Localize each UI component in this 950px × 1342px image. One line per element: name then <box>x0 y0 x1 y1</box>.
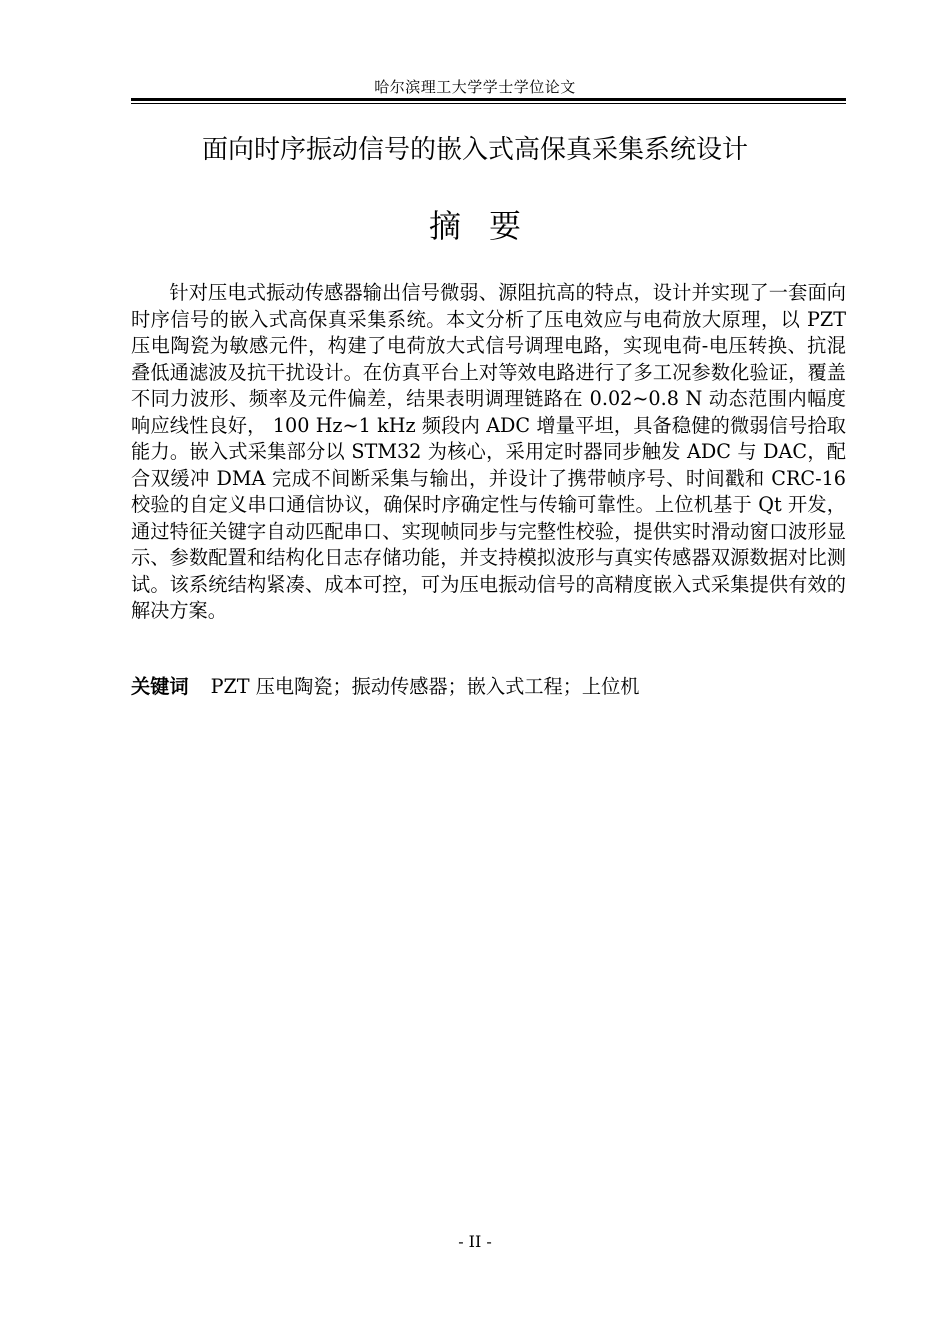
keywords-list: PZT 压电陶瓷；振动传感器；嵌入式工程；上位机 <box>210 675 640 698</box>
running-header: 哈尔滨理工大学学士学位论文 <box>374 78 576 96</box>
abstract-body: 针对压电式振动传感器输出信号微弱、源阻抗高的特点，设计并实现了一套面向时序信号的嵌入式高保真采集系统。本文分析了压电效应与电荷放大原理，以 PZT 压电陶瓷为敏感元件，构建了电荷放大式信号调理电路，实现电荷-电压转换、抗混叠低通滤波及抗干扰设计。在仿真平台上对等效电路进行了多工况参数化验证，覆盖不同力波形、频率及元件偏差，结果表明调理链路在 0.02~0.8 N 动态范围内幅度响应线性良好， 100 Hz~1 kHz 频段内 ADC 增量平坦，具备稳健的微弱信号拾取能力。嵌入式采集部分以 STM32 为核心，采用定时器同步触发 ADC 与 DAC，配合双缓冲 DMA 完成不间断采集与输出，并设计了携带帧序号、时间戳和 CRC-16 校验的自定义串口通信协议，确保时序确定性与传输可靠性。上位机基于 Qt 开发，通过特征关键字自动匹配串口、实现帧同步与完整性校验，提供实时滑动窗口波形显示、参数配置和结构化日志存储功能，并支持模拟波形与真实传感器双源数据对比测试。该系统结构紧凑、成本可控，可为压电振动信号的高精度嵌入式采集提供有效的解决方案。 <box>131 281 846 622</box>
keywords-line <box>131 674 846 700</box>
document-title: 面向时序振动信号的嵌入式高保真采集系统设计 <box>201 135 748 165</box>
abstract-heading: 摘要 <box>428 207 549 245</box>
keywords-label: 关键词 <box>131 675 189 698</box>
page-number: - II - <box>458 1232 492 1251</box>
header-rule-thin <box>131 103 846 104</box>
header-rule-thick <box>131 98 846 101</box>
